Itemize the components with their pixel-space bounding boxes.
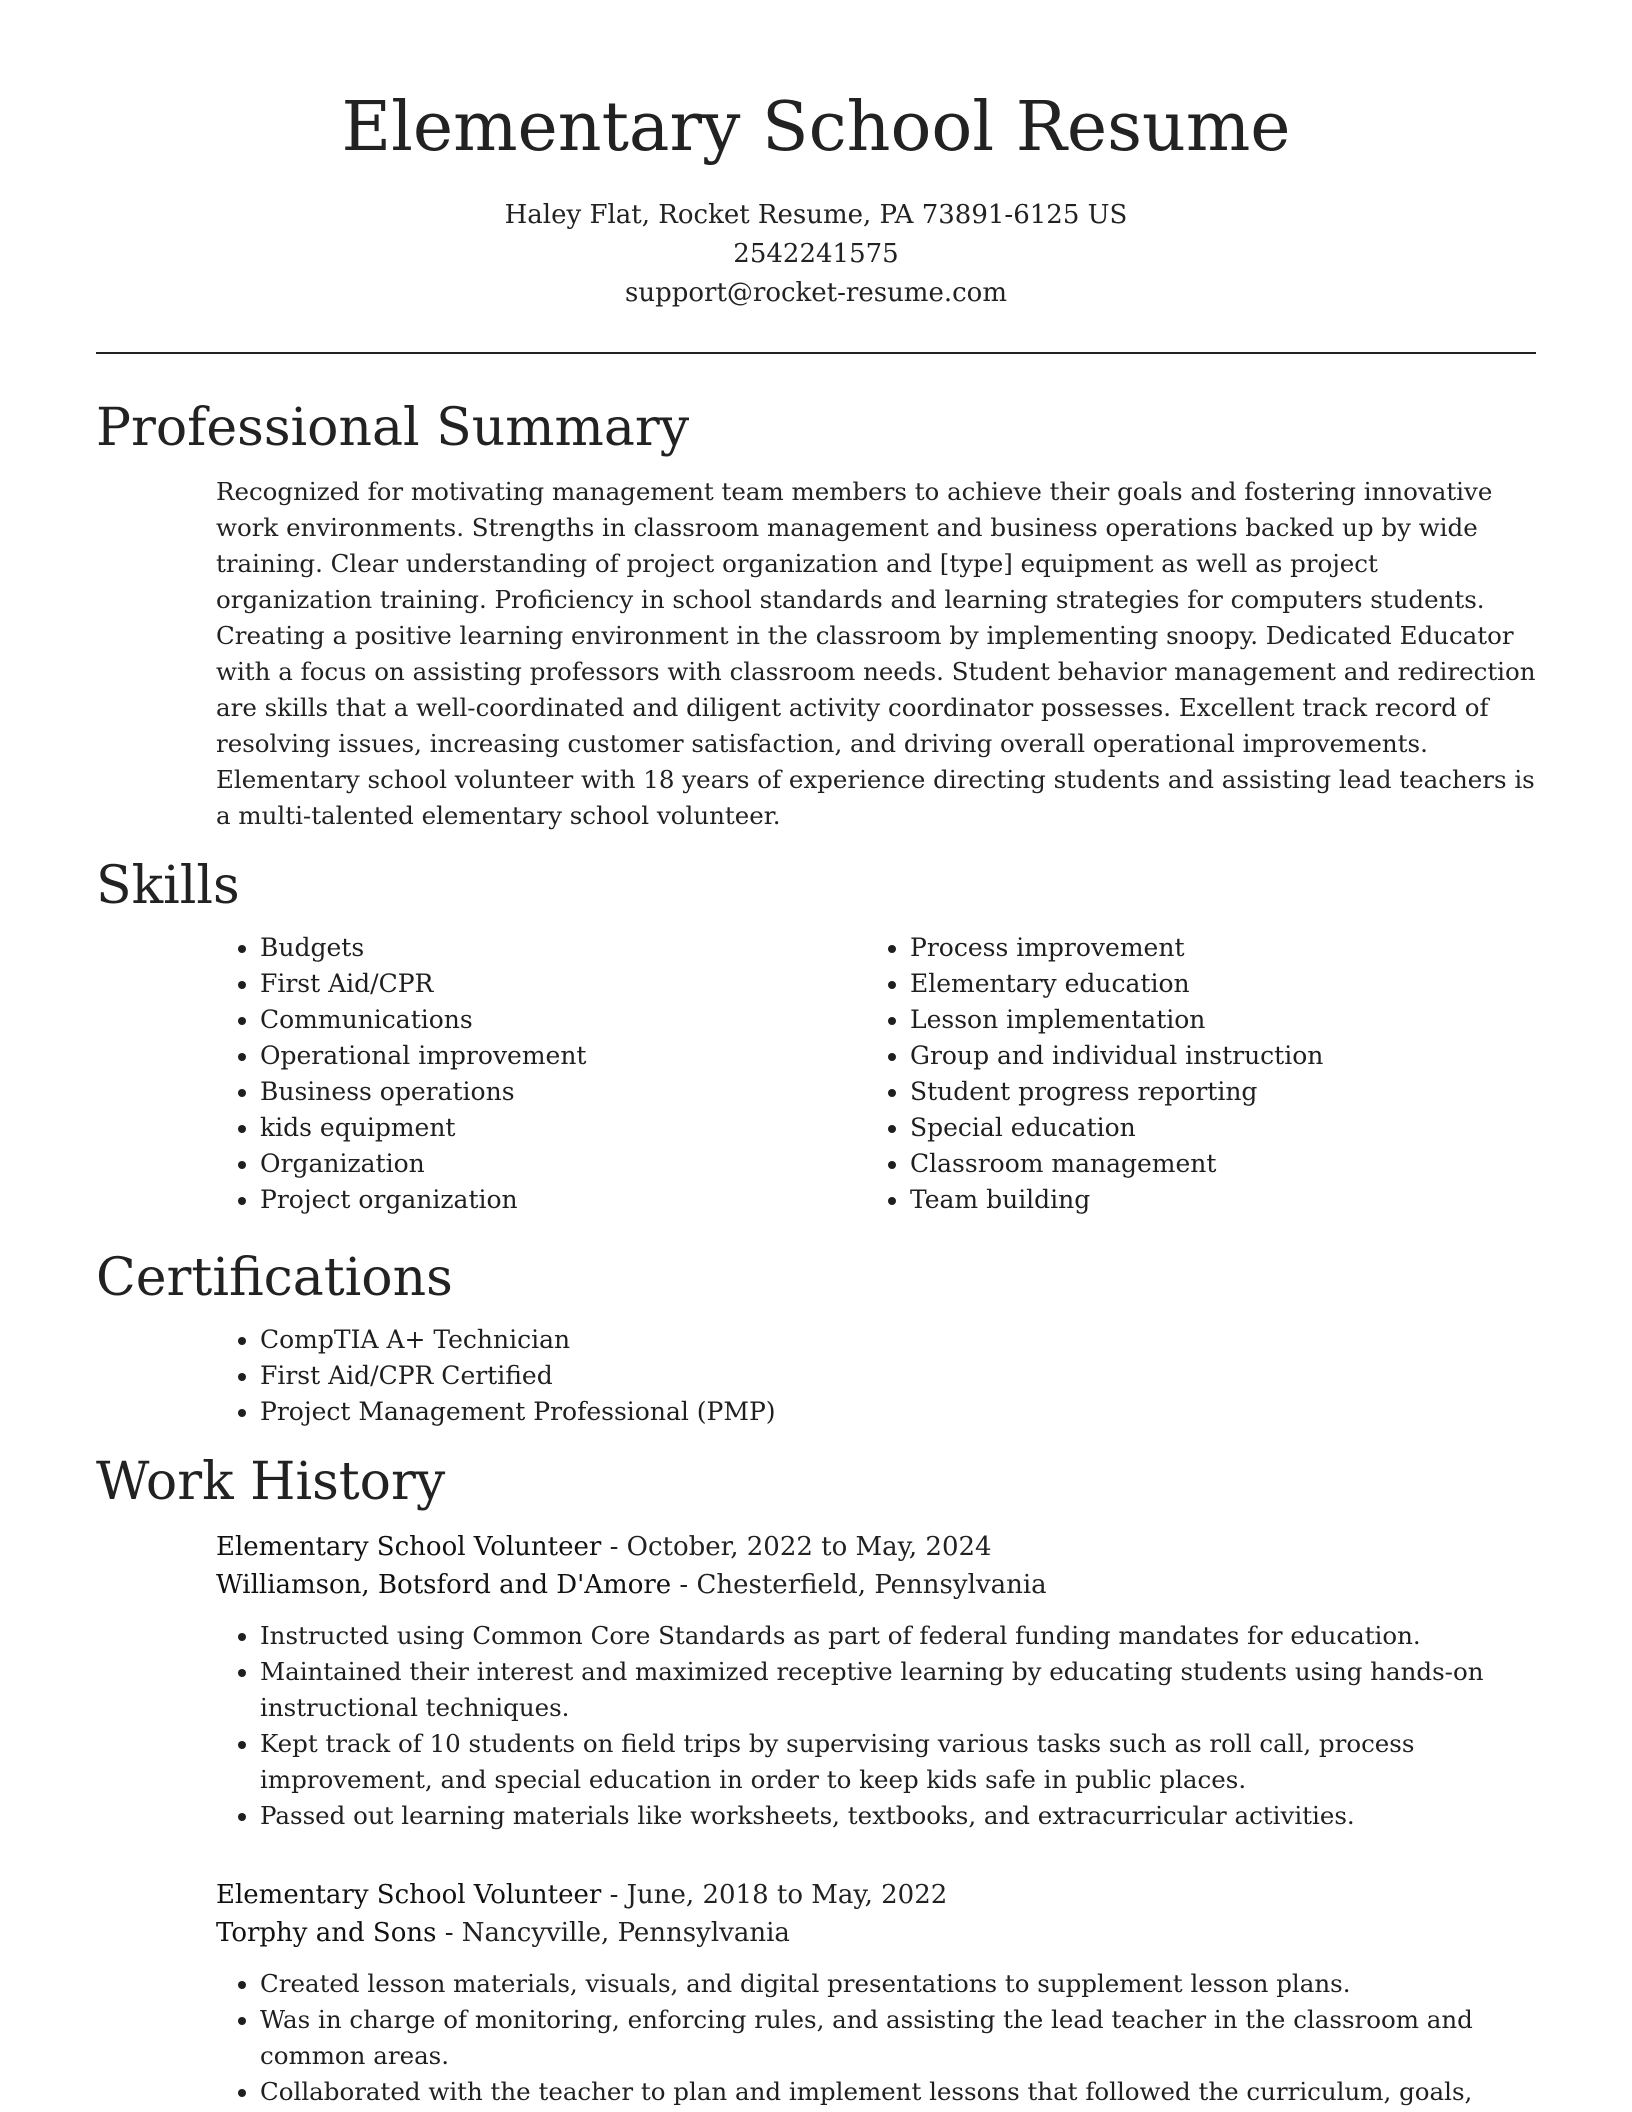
certifications-list [96,1322,1536,1430]
certifications-heading: Certifications [96,1248,453,1308]
skill-item: • Elementary education [910,966,1536,1002]
header-divider [96,352,1536,354]
job-title: Elementary School Volunteer [216,1532,602,1562]
skill-item: • Organization [260,1146,746,1182]
certification-item: • Project Management Professional (PMP) [260,1394,1536,1430]
job-entry [216,1876,1536,2110]
skills-heading: Skills [96,856,240,916]
job-header [216,1528,1536,1604]
job-bullets [216,1966,1536,2110]
skill-item: • Business operations [260,1074,746,1110]
work-history-heading: Work History [96,1452,446,1512]
job-entry [216,1528,1536,1834]
skill-item: • Special education [910,1110,1536,1146]
skill-item: • Classroom management [910,1146,1536,1182]
job-bullet: • Created lesson materials, visuals, and digital presentations to supplement lesson plans. [260,1966,1536,2002]
job-title: Elementary School Volunteer [216,1880,602,1910]
skill-item: • Student progress reporting [910,1074,1536,1110]
skill-item: • Project organization [260,1182,746,1218]
contact-email: support@rocket-resume.com [624,278,1007,308]
job-bullet: • Passed out learning materials like worksheets, textbooks, and extracurricular activities. [260,1798,1536,1834]
job-bullet: • Kept track of 10 students on field trips by supervising various tasks such as roll call, process improvement, and special education in order to keep kids safe in public places. [260,1726,1536,1798]
job-location: - Chesterfield, Pennsylvania [671,1570,1047,1600]
job-company-line [216,1566,1536,1604]
skill-item: • Operational improvement [260,1038,746,1074]
summary-text: Recognized for motivating management team members to achieve their goals and fostering innovative work environments. Strengths in classroom management and business operations backed up by wide training. Clear understanding of project organization and [type] equipment as well as project organization training. Proficiency in school standards and learning strategies for computers students. Creating a positive learning environment in the classroom by implementing snoopy. Dedicated Educator with a focus on assisting professors with classroom needs. Student behavior management and redirection are skills that a well-coordinated and diligent activity coordinator possesses. Excellent track record of resolving issues, increasing customer satisfaction, and driving overall operational improvements. Elementary school volunteer with 18 years of experience directing students and assisting lead teachers is a multi-talented elementary school volunteer. [216,477,1536,830]
summary-heading: Professional Summary [96,398,690,458]
job-title-line [216,1528,1536,1566]
skill-item: • Group and individual instruction [910,1038,1536,1074]
skill-item: • Communications [260,1002,746,1038]
job-location: - Nancyville, Pennsylvania [436,1918,790,1948]
skill-item: • Lesson implementation [910,1002,1536,1038]
job-header [216,1876,1536,1952]
skills-list [96,930,1536,1218]
job-dates: - October, 2022 to May, 2024 [601,1532,992,1562]
job-bullet: • Maintained their interest and maximized receptive learning by educating students using hands-on instructional techniques. [260,1654,1536,1726]
contact-block [96,196,1536,313]
job-bullets [216,1618,1536,1834]
job-bullet: • Instructed using Common Core Standards as part of federal funding mandates for education. [260,1618,1536,1654]
job-company-line [216,1914,1536,1952]
skill-item: • Budgets [260,930,746,966]
certification-item: • CompTIA A+ Technician [260,1322,1536,1358]
job-company: Williamson, Botsford and D'Amore [216,1570,672,1600]
job-bullet: • Was in charge of monitoring, enforcing rules, and assisting the lead teacher in the classroom and common areas. [260,2002,1536,2074]
skill-item: • Process improvement [910,930,1536,966]
contact-address: Haley Flat, Rocket Resume, PA 73891-6125 US [504,200,1128,230]
skill-item: • First Aid/CPR [260,966,746,1002]
skills-column-right [746,930,1536,1218]
certification-item: • First Aid/CPR Certified [260,1358,1536,1394]
job-dates: - June, 2018 to May, 2022 [601,1880,948,1910]
skill-item: • kids equipment [260,1110,746,1146]
contact-phone: 2542241575 [733,239,899,269]
skill-item: • Team building [910,1182,1536,1218]
skills-column-left [96,930,746,1218]
resume-page [96,0,1536,2110]
job-bullet: • Collaborated with the teacher to plan and implement lessons that followed the curriculum, goals, [260,2074,1536,2110]
resume-title: Elementary School Resume [341,88,1291,167]
job-company: Torphy and Sons [216,1918,437,1948]
job-title-line [216,1876,1536,1914]
